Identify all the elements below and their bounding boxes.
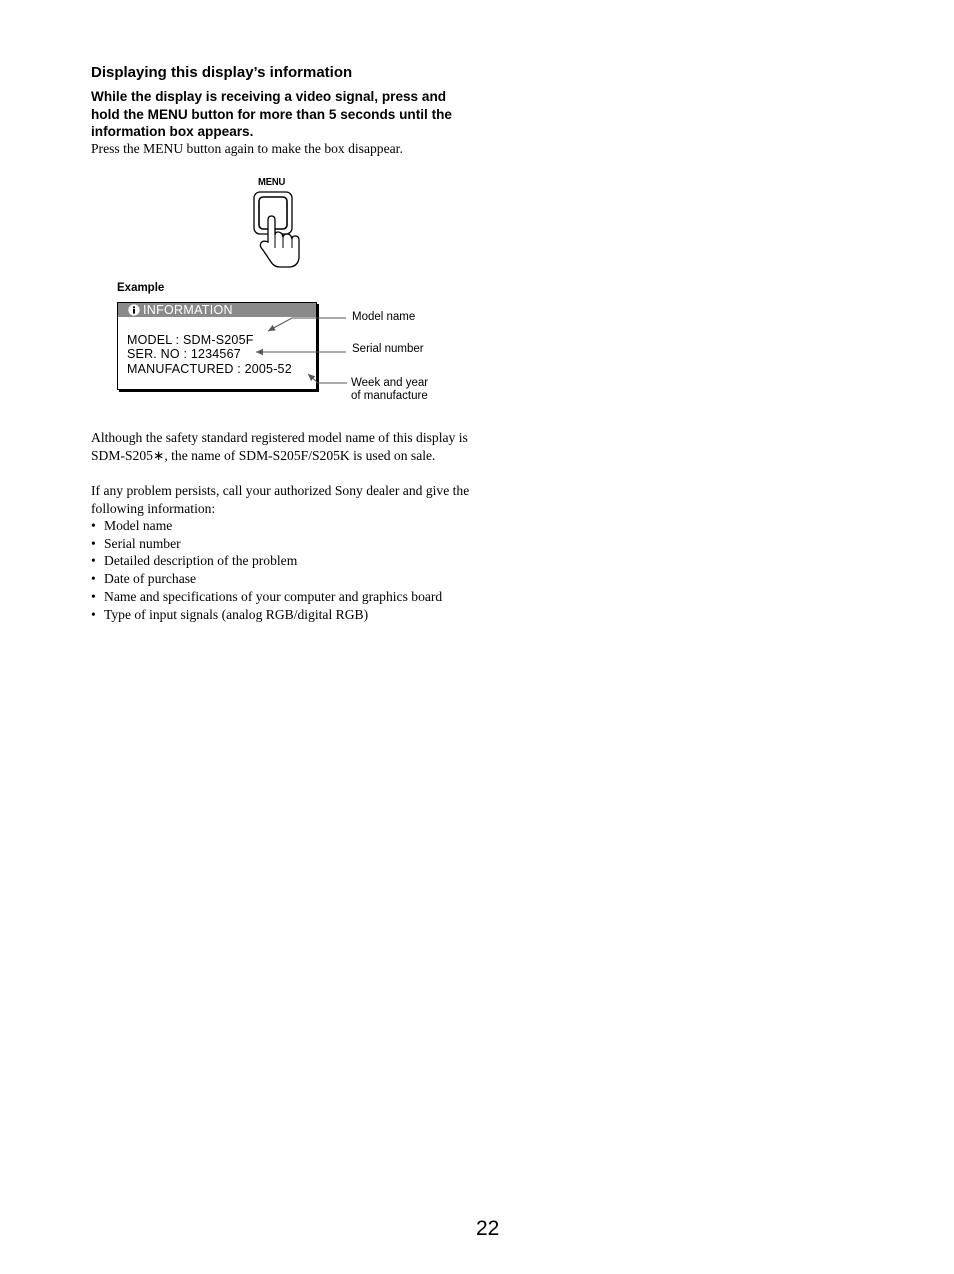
- section-heading: Displaying this display’s information: [91, 64, 353, 81]
- list-item: • Name and specifications of your computer and graphics board: [91, 588, 443, 604]
- list-item: • Serial number: [91, 535, 181, 551]
- example-label: Example: [117, 282, 165, 294]
- callout-week-year: [351, 377, 428, 403]
- callout-week-arrow: [308, 374, 347, 383]
- bullet: •: [91, 518, 96, 533]
- safety-standard-paragraph: Although the safety standard registered model name of this display is SDM-S205∗, the name of SDM-S205F/S205K is used on sale.: [91, 430, 468, 463]
- list-item: • Detailed description of the problem: [91, 553, 298, 569]
- contact-dealer-paragraph: If any problem persists, call your authorized Sony dealer and give the following information:: [91, 483, 470, 516]
- menu-button-label: MENU: [258, 176, 286, 188]
- list-item: • Date of purchase: [91, 571, 197, 587]
- callout-lines: [0, 0, 954, 420]
- note-text: Press the MENU button again to make the box disappear.: [91, 141, 403, 156]
- information-list: [91, 517, 442, 623]
- callout-serial-number: Serial number: [352, 343, 424, 355]
- info-manufactured-line: MANUFACTURED : 2005-52: [127, 362, 292, 376]
- instruction-text: While the display is receiving a video signal, press and hold the MENU button for more than 5 seconds until the information box appears.: [91, 89, 452, 139]
- list-item: • Type of input signals (analog RGB/digital RGB): [91, 606, 369, 622]
- info-serial-line: SER. NO : 1234567: [127, 347, 241, 361]
- callout-model-name: Model name: [352, 311, 416, 323]
- information-title: INFORMATION: [143, 303, 233, 317]
- bullet: •: [91, 588, 96, 604]
- callout-week-line-1: Week and year: [351, 377, 429, 389]
- callout-model-arrow: [268, 318, 346, 331]
- page-number: 22: [476, 1217, 500, 1240]
- bullet: •: [91, 535, 96, 551]
- info-model-line: MODEL : SDM-S205F: [127, 333, 254, 347]
- bullet: •: [91, 571, 96, 587]
- callout-week-line-2: of manufacture: [351, 390, 428, 402]
- list-item: • Model name: [91, 518, 173, 533]
- bullet: •: [91, 606, 96, 622]
- bullet: •: [91, 553, 96, 569]
